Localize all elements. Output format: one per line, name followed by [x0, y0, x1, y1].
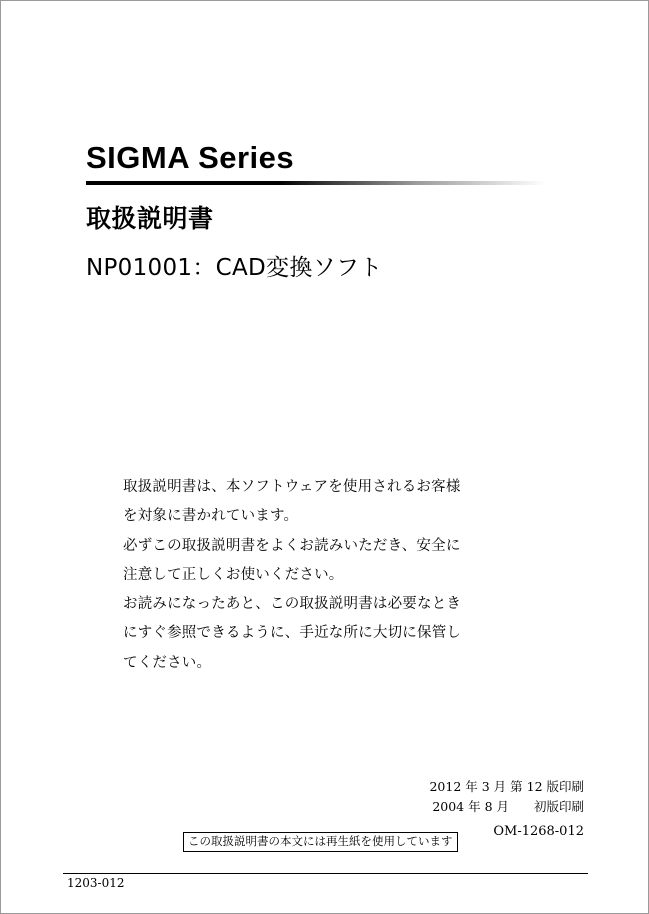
notice-paragraph: [123, 473, 538, 678]
notice-line: お読みになったあと、この取扱説明書は必要なとき: [123, 596, 462, 613]
print-history-line: 2004 年 8 月 初版印刷: [432, 799, 584, 815]
title-block: [86, 141, 566, 282]
print-history-line: 2012 年 3 月 第 12 版印刷: [429, 779, 584, 794]
recycled-paper-note: この取扱説明書の本文には再生紙を使用しています: [183, 832, 458, 852]
notice-line: 注意して正しくお使いください。: [123, 566, 344, 583]
title-underline-rule: [86, 181, 546, 185]
notice-line: てください。: [123, 654, 212, 671]
notice-line: にすぐ参照できるように、手近な所に大切に保管し: [123, 625, 462, 642]
notice-line: 必ずこの取扱説明書をよくお読みいただき、安全に: [123, 537, 461, 554]
footer-code: 1203-012: [67, 876, 125, 890]
notice-line: を対象に書かれています。: [123, 508, 299, 525]
document-code: OM-1268-012: [493, 823, 584, 839]
footer-divider: [63, 873, 588, 874]
series-title: SIGMA Series: [86, 140, 295, 175]
manual-title: 取扱説明書: [86, 204, 214, 234]
notice-line: 取扱説明書は、本ソフトウェアを使用されるお客様: [123, 479, 461, 495]
product-line-title: NP01001：CAD変換ソフト: [86, 255, 383, 282]
